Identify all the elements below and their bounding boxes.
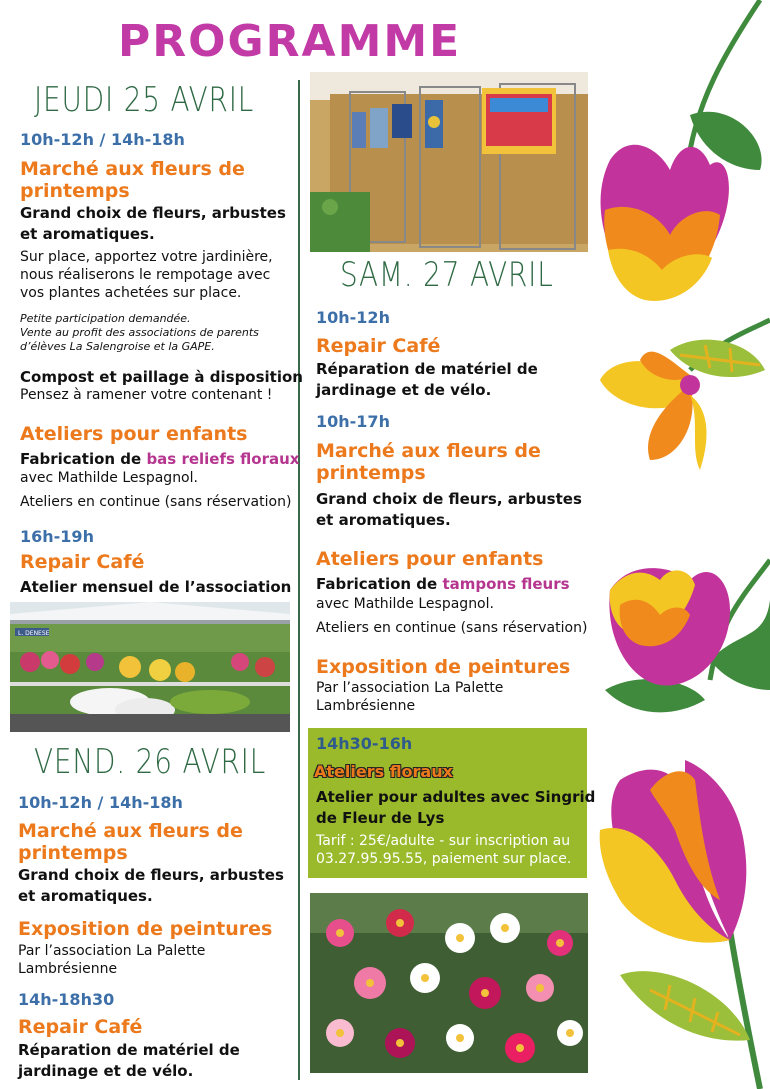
event-desc: Grand choix de fleurs, arbustes <box>18 866 284 884</box>
lily-icon <box>600 760 747 943</box>
event-text: vos plantes achetées sur place. <box>20 285 242 301</box>
event-heading: Repair Café <box>316 335 441 357</box>
time-slot: 14h30-16h <box>316 734 413 753</box>
event-heading: Exposition de peintures <box>18 918 273 940</box>
event-desc: Atelier mensuel de l’association <box>20 578 292 596</box>
sign-label: L. DENESE <box>18 630 50 637</box>
event-desc: jardinage et de vélo. <box>18 1062 194 1080</box>
event-desc: et aromatiques. <box>20 225 155 243</box>
event-heading: Marché aux fleurs de <box>316 440 541 462</box>
decorative-flowers <box>590 0 770 1089</box>
exhibition-photo <box>310 72 588 252</box>
day-heading-saturday: SAM. 27 AVRIL <box>340 255 554 295</box>
event-desc: Réparation de matériel de <box>316 360 538 378</box>
event-desc: et aromatiques. <box>18 887 153 905</box>
event-text: Par l’association La Palette <box>18 943 206 959</box>
event-text: Lambrésienne <box>316 698 416 714</box>
event-text: avec Mathilde Lespagnol. <box>20 470 198 486</box>
event-text: Ateliers en continue (sans réservation) <box>20 494 292 510</box>
event-text: Sur place, apportez votre jardinière, <box>20 249 273 265</box>
event-text: avec Mathilde Lespagnol. <box>316 596 494 612</box>
event-desc <box>316 574 570 595</box>
event-heading: printemps <box>20 180 130 202</box>
event-text: Par l’association La Palette <box>316 680 504 696</box>
day-heading-thursday: JEUDI 25 AVRIL <box>34 80 255 120</box>
event-note: d’élèves La Salengroise et la GAPE. <box>20 340 215 353</box>
event-heading: printemps <box>18 842 128 864</box>
event-note: Petite participation demandée. <box>20 312 191 325</box>
event-heading: Ateliers pour enfants <box>316 548 544 570</box>
exhibition-illustration <box>310 72 588 252</box>
event-desc: et aromatiques. <box>316 511 451 529</box>
event-desc: Compost et paillage à disposition <box>20 368 303 386</box>
event-text: Tarif : 25€/adulte - sur inscription au <box>316 833 571 849</box>
greenhouse-photo <box>10 602 290 732</box>
event-heading: Repair Café <box>20 551 145 573</box>
column-divider <box>298 80 300 1080</box>
event-heading: Marché aux fleurs de <box>18 820 243 842</box>
greenhouse-illustration <box>10 602 290 732</box>
event-desc: Atelier pour adultes avec Singrid <box>316 788 596 806</box>
event-heading: Marché aux fleurs de <box>20 158 245 180</box>
event-desc: Grand choix de fleurs, arbustes <box>20 204 286 222</box>
event-heading: Repair Café <box>18 1016 143 1038</box>
event-note: Vente au profit des associations de parents <box>20 326 259 339</box>
flowers-illustration <box>310 893 588 1073</box>
highlight-text: tampons fleurs <box>442 575 570 593</box>
event-text: 03.27.95.95.55, paiement sur place. <box>316 851 572 867</box>
event-text: Lambrésienne <box>18 961 118 977</box>
text-part: Fabrication de <box>20 450 147 468</box>
event-heading: printemps <box>316 462 426 484</box>
event-text: Pensez à ramener votre contenant ! <box>20 387 273 403</box>
event-desc: jardinage et de vélo. <box>316 381 492 399</box>
event-desc: Grand choix de fleurs, arbustes <box>316 490 582 508</box>
event-desc: Réparation de matériel de <box>18 1041 240 1059</box>
highlight-text: bas reliefs floraux <box>146 450 300 468</box>
time-slot: 10h-12h / 14h-18h <box>18 793 183 812</box>
tulip-icon <box>601 145 729 301</box>
event-text: Ateliers en continue (sans réservation) <box>316 620 588 636</box>
time-slot: 16h-19h <box>20 527 94 546</box>
event-desc: de Fleur de Lys <box>316 809 445 827</box>
time-slot: 10h-12h <box>316 308 390 327</box>
event-heading: Ateliers floraux <box>314 762 453 781</box>
event-heading: Ateliers pour enfants <box>20 423 248 445</box>
page-title: PROGRAMME <box>118 16 462 67</box>
day-heading-friday: VEND. 26 AVRIL <box>34 742 267 782</box>
text-part: Fabrication de <box>316 575 443 593</box>
event-heading: Exposition de peintures <box>316 656 571 678</box>
event-desc <box>20 449 299 470</box>
time-slot: 14h-18h30 <box>18 990 115 1009</box>
time-slot: 10h-17h <box>316 412 390 431</box>
flowers-photo <box>310 893 588 1073</box>
event-text: nous réaliserons le rempotage avec <box>20 267 271 283</box>
time-slot: 10h-12h / 14h-18h <box>20 130 185 149</box>
